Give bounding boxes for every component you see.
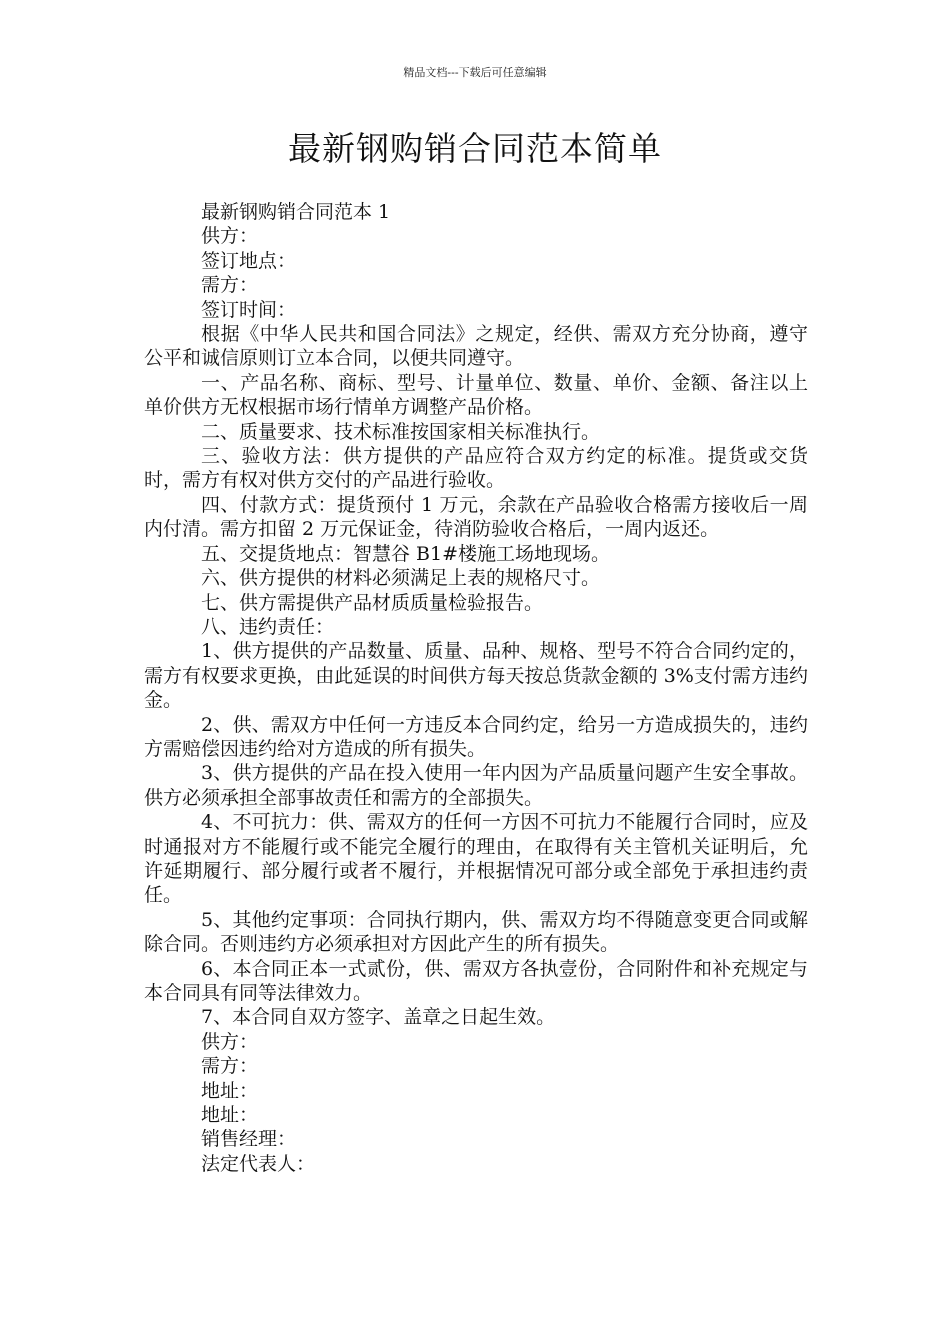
field-supplier: 供方： xyxy=(201,225,259,248)
clause-breach-heading: 八、违约责任： xyxy=(201,615,335,638)
preamble-paragraph: 根据《中华人民共和国合同法》之规定，经供、需双方充分协商，遵守公平和诚信原则订立本合同，以便共同遵守。 xyxy=(144,323,808,370)
breach-item-5: 5、其他约定事项：合同执行期内，供、需双方均不得随意变更合同或解除合同。否则违约方必须承担对方因此产生的所有损失。 xyxy=(144,908,808,956)
breach-item-3: 3、供方提供的产品在投入使用一年内因为产品质量问题产生安全事故。供方必须承担全部事故责任和需方的全部损失。 xyxy=(144,762,808,809)
breach-item-4: 4、不可抗力：供、需双方的任何一方因不可抗力不能履行合同时，应及时通报对方不能履行或不能完全履行的理由，在取得有关主管机关证明后，允许延期履行、部分履行或者不履行，并根据情况可部分或全部免于承担违约责任。 xyxy=(144,811,808,907)
document-title: 最新钢购销合同范本简单 xyxy=(288,129,662,168)
signature-address-2: 地址： xyxy=(201,1104,259,1127)
clause-quality: 二、质量要求、技术标准按国家相关标准执行。 xyxy=(201,420,601,443)
field-buyer: 需方： xyxy=(201,274,259,297)
clause-payment: 四、付款方式：提货预付 1 万元，余款在产品验收合格需方接收后一周内付清。需方扣留 2 万元保证金，待消防验收合格后，一周内返还。 xyxy=(144,493,808,541)
breach-item-1: 1、供方提供的产品数量、质量、品种、规格、型号不符合合同约定的，需方有权要求更换，由此延误的时间供方每天按总货款金额的 3%支付需方违约金。 xyxy=(144,640,808,712)
contract-subtitle: 最新钢购销合同范本 1 xyxy=(201,201,391,223)
clause-delivery-place: 五、交提货地点：智慧谷 B1#楼施工场地现场。 xyxy=(201,542,611,565)
breach-item-6: 6、本合同正本一式贰份，供、需双方各执壹份，合同附件和补充规定与本合同具有同等法律效力。 xyxy=(144,957,808,1004)
signature-address-1: 地址： xyxy=(201,1079,259,1102)
field-signing-time: 签订时间： xyxy=(201,298,297,321)
field-signing-place: 签订地点： xyxy=(201,249,297,272)
header-note: 精品文档---下载后可任意编辑 xyxy=(403,66,547,79)
clause-material-spec: 六、供方提供的材料必须满足上表的规格尺寸。 xyxy=(201,567,601,590)
signature-supplier: 供方： xyxy=(201,1030,259,1053)
clause-inspection-report: 七、供方需提供产品材质质量检验报告。 xyxy=(201,591,544,614)
breach-item-2: 2、供、需双方中任何一方违反本合同约定，给另一方造成损失的，违约方需赔偿因违约给对方造成的所有损失。 xyxy=(144,713,808,760)
breach-item-7: 7、本合同自双方签字、盖章之日起生效。 xyxy=(201,1006,556,1029)
clause-acceptance: 三、验收方法：供方提供的产品应符合双方约定的标准。提货或交货时，需方有权对供方交付的产品进行验收。 xyxy=(144,445,808,492)
clause-product-info: 一、产品名称、商标、型号、计量单位、数量、单价、金额、备注以上单价供方无权根据市场行情单方调整产品价格。 xyxy=(144,371,808,419)
document-body xyxy=(144,200,808,1176)
signature-buyer: 需方： xyxy=(201,1055,259,1078)
signature-sales-manager: 销售经理： xyxy=(201,1128,297,1151)
signature-legal-rep: 法定代表人： xyxy=(201,1152,316,1175)
